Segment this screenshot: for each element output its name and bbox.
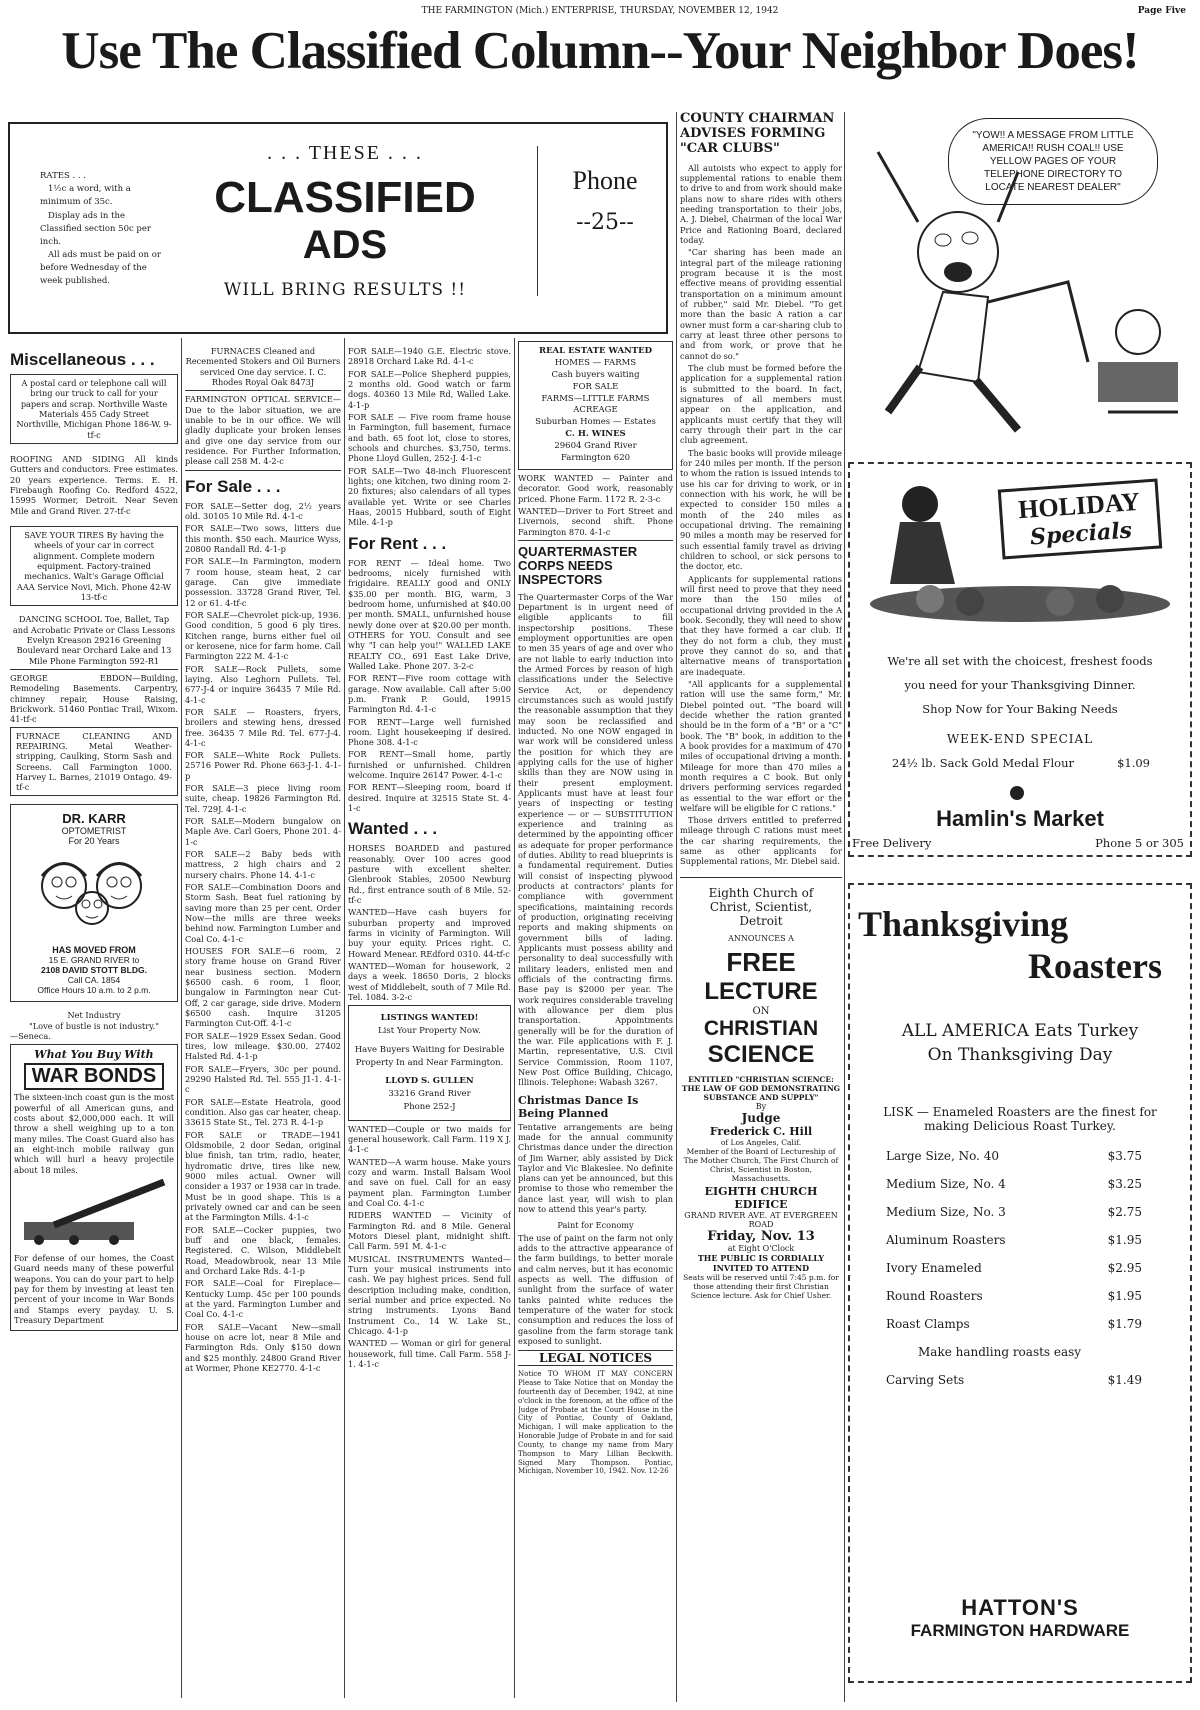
divider — [185, 470, 341, 471]
phone-number: --25-- — [576, 210, 634, 235]
quartermaster-article: The Quartermaster Corps of the War Department is in urgent need of eligible applicants to fill inspectorship positions. These employment opportunities are open to men 35 years of age and over who are not liable to early induction into the Armed Forces by reason of high classifications under the Selective Service Act, or dependency circumstances such as would justify the reasonable assumption that they may soon be reclassified and inducted. No one NOW engaged in war work will be considered unless the position for which they are applying calls for the use of higher skills than they are NOW using in their present employment. Applicants must have at least four years of inspecting or testing experience — or — SUBSTITUTION experience and training as determined by the appointing officer as adequate for proper performance of duties. Ability to read blueprints is a fundamental requirement. Duties will consist of inspecting plywood products at contractors' plants for compliance with government specifications, maintaining records of production, originating receiving reports and making shipments on government bills of lading. Applicants must possess ability and personality to deal successfully with military leaders, enlisted men and officials of the contracting firms. Base pay is $2000 per year. The work requires considerable traveling with allowance per diem plus transportation. Appointments generally will be for the duration of the war. File applications with F. J. Martin, representative, U.S. Civil Service Commission, Room 1107, New Post Office Building, Chicago, Illinois. Telephone: Wabash 3267. — [518, 591, 673, 1088]
lecturer-name: Frederick C. Hill — [709, 1124, 813, 1138]
legal-notice: Notice TO WHOM IT MAY CONCERN Please to Take Notice that on Monday the fourteenth day of December, 1942, at nine o'clock in the forenoon, at the office of the Judge of Probate at the Court House in the City of Pontiac, County of Oakland, Michigan, I will make application to the Honorable Judge of Probate in and for said County, to change my name from Mary Thompson to Mary Lillian Beckwith. Signed Mary Thompson. Pontiac, Michigan, November 10, 1942. Nov. 12-26 — [518, 1370, 673, 1476]
classified-center — [180, 142, 510, 300]
bonds-footer: For defense of our homes, the Coast Guard needs many of these powerful weapons. You can do your part to help pay for them by investing at least ten percent of your income in War Bonds and Stamps every payday. U. S. Treasury Department — [14, 1253, 174, 1326]
science-label: SCIENCE — [707, 1040, 815, 1068]
karr-from: 15 E. GRAND RIVER to — [48, 955, 140, 966]
real-estate-line: C. H. WINES — [565, 429, 626, 440]
classified-ad: FOR SALE—2 Baby beds with mattress, 2 high chairs and 2 nursery chairs. Phone 14. 4-1-c — [185, 849, 341, 880]
church-name-2: Christ, Scientist, — [709, 899, 813, 914]
real-estate-ad — [518, 341, 673, 470]
divider — [518, 540, 673, 541]
lecture-time: at Eight O'Clock — [727, 1243, 795, 1253]
divider — [185, 390, 341, 391]
paint-article: The use of paint on the farm not only adds to the attractive appearance of the farm buildings, to better morale and calm nerves, but it has economic aspects as well. The diffusion of sunlight from the surface of water tanks painted white reduces the temperature of the water for stock consumption and reduces the loss of gasoline from the farm storage tank exposed to sunlight. — [518, 1232, 673, 1347]
classified-ad: RIDERS WANTED — Vicinity of Farmington Rd. and 8 Mile. General Motors Diesel plant, midnight shift. Call Farm. 591 M. 4-1-c — [348, 1210, 511, 1252]
by-label: By — [755, 1101, 767, 1111]
classified-ad: FOR RENT — Ideal home. Two bedrooms, nicely furnished with frigidaire. REALLY good and ONLY $35.00 per month. BIG, warm, 3 bedroom home, unfurnished at $40.00 per month. SMALL, unfurnished house newly done over at $20.00 per month. OTHERS for YOU. Consult and see why "I can help you!" WALLED LAKE REALTY CO., 691 East Lake Drive, Walled Lake. Phone 207. 3-2-c — [348, 557, 511, 671]
church-edifice: EIGHTH CHURCH EDIFICE — [704, 1184, 818, 1211]
classified-ad: FURNACE CLEANING AND REPAIRING. Metal Weather-stripping, Caulking, Storm Sash and Screens. Call Farmington 1000. Harvey L. Barnes, 21019 Ontago. 49-tf-c — [10, 727, 178, 797]
flour-item: 24½ lb. Sack Gold Medal Flour — [892, 756, 1075, 770]
christian-science-ad — [680, 877, 842, 1300]
newspaper-dateline: THE FARMINGTON (Mich.) ENTERPRISE, THURSDAY, NOVEMBER 12, 1942 — [421, 6, 779, 16]
real-estate-line: Suburban Homes — Estates — [535, 417, 656, 428]
dance-article: Tentative arrangements are being made for the annual community Christmas dance under the direction of Jim Warner, ably assisted by Dick Taylor and Vic Blakeslee. No definite plans can yet be announced, but this promise to those who remember the dance last year, will wish to plan now to attend this year's party. — [518, 1121, 673, 1215]
hamlin-line-2: you need for your Thanksgiving Dinner. — [904, 678, 1136, 692]
classified-ad: FOR SALE — Roasters, fryers, broilers and stewing hens, dressed free. 36435 7 Mile Rd. Tel. 677-J-4. 4-1-c — [185, 706, 341, 748]
hatton-logo-sub: FARMINGTON HARDWARE — [910, 1621, 1130, 1640]
listings-line: List Your Property Now. — [378, 1026, 481, 1037]
column-5 — [680, 112, 842, 1704]
furnaces-ad: FURNACES Cleaned and Recemented Stokers and Oil Burners serviced One day service. I. C. Rhodes Royal Oak 8473J — [185, 346, 341, 387]
classified-ad: FOR SALE—Rock Pullets, some laying. Also Leghorn Pullets. Tel. 677-J-4 or inquire 36435 7 Mile Rd. 4-1-c — [185, 663, 341, 705]
classified-ad: FOR SALE—Two sows, litters due this month. $50 each. Maurice Wyss, 20800 Randall Rd. 4-1-p — [185, 523, 341, 554]
item-name: Carving Sets — [886, 1373, 965, 1387]
classified-ad: FOR SALE—Fryers, 30c per pound. 29290 Halsted Rd. Tel. 555 J1-1. 4-1-c — [185, 1063, 341, 1095]
price-row — [858, 1149, 1182, 1163]
seats-note: Seats will be reserved until 7:45 p.m. for those attending their first Christian Science lecture. Ask for Chief Usher. — [683, 1272, 839, 1300]
classified-ad: FOR SALE or TRADE—1941 Oldsmobile, 2 door Sedan, original blue finish, tan trim, radio, heater, hydromatic drive, tires like new, 9000 miles actual. Owner will consider a 1937 or 1938 car in trade. Must be in good shape. This is a privately owned car and can be seen at the Farmington Mills. 4-1-c — [185, 1129, 341, 1223]
column-rule — [181, 338, 182, 1698]
page-number: Page Five — [1137, 6, 1186, 16]
all-america-line: ALL AMERICA Eats Turkey — [901, 1021, 1139, 1041]
listings-line: 33216 Grand River — [388, 1089, 471, 1100]
filler-quote — [10, 1010, 178, 1041]
announces-label: ANNOUNCES A — [728, 933, 794, 943]
classified-ad: A postal card or telephone call will bring our truck to call for your papers and scrap. Northville Waste Materials 455 Cady Street Northville, Michigan Phone 186-W. 9-tf-c — [10, 374, 178, 444]
family-glasses-illustration — [24, 846, 164, 941]
quote-author: —Seneca. — [10, 1031, 51, 1042]
classified-ad: FOR SALE—Vacant New—small house on acre lot, near 8 Mile and Farmington Rds. Only $150 down and $25 monthly. 24800 Grand River at Wormer, Phone KE2770. 4-1-c — [185, 1321, 341, 1373]
item-name: Round Roasters — [886, 1289, 983, 1303]
specials-title: Specials — [1029, 517, 1133, 551]
weekend-special-label: WEEK-END SPECIAL — [946, 732, 1094, 746]
roasters-title: Roasters — [1028, 946, 1162, 986]
item-name: Large Size, No. 40 — [886, 1149, 999, 1163]
karr-to: 2108 DAVID STOTT BLDG. — [41, 965, 147, 976]
hamlins-market-ad — [848, 462, 1192, 857]
classified-ad: FOR RENT—Five room cottage with garage. Now available. Call after 5:00 p.m. Frank P. Gould, 19915 Farmington Rd. 4-1-c — [348, 673, 511, 715]
cartoon-man-illustration — [848, 112, 1192, 452]
listings-line: Phone 252-J — [403, 1101, 456, 1112]
paint-headline: Paint for Economy — [557, 1220, 634, 1231]
car-clubs-paragraph: "Car sharing has been made an integral part of the mileage rationing program because it is the most effective means of providing essential transportation on a minimum amount of rubber," said Mr. Diebel. "To get more than the basic A ration a car owner must form a car-sharing club to carry at least three other persons to and from work, or prove that he cannot do so." — [680, 247, 842, 361]
item-price: $3.25 — [1107, 1177, 1142, 1191]
lecture-date: Friday, Nov. 13 — [707, 1228, 815, 1244]
classified-ad: WANTED—A warm house. Make yours cozy and warm. Install Balsam Wool and save on fuel. Call for an easy payment plan. Farmington Lumber and Coal Co. 4-1-c — [348, 1156, 511, 1208]
item-name: Medium Size, No. 4 — [886, 1177, 1006, 1191]
hamlin-line-3: Shop Now for Your Baking Needs — [922, 702, 1118, 716]
listings-wanted-ad — [348, 1005, 511, 1120]
divider — [10, 669, 178, 670]
price-row — [858, 1317, 1182, 1331]
hamlin-delivery: Free Delivery — [852, 836, 932, 850]
phone-block — [550, 166, 660, 235]
bonds-title: WAR BONDS — [24, 1063, 164, 1090]
car-clubs-paragraph: The club must be formed before the application for a supplemental ration is submitted to the board. In fact, signatures of all members must appear on the application, and applicants must certify that they will carry through their part in the car club agreement. — [680, 363, 842, 446]
quote-title: Net Industry — [67, 1010, 121, 1021]
holiday-title: HOLIDAY — [1017, 486, 1141, 525]
classified-ad: FOR SALE — Five room frame house in Farmington, full basement, furnace and bath. 65 foot lot, close to stores, schools and churches. $3,750, terms. Phone Lloyd Gullen, 252-J. 4-1-c — [348, 411, 511, 464]
classified-ad: FOR RENT—Large well furnished room. Light housekeeping if desired. Phone 308. 4-1-c — [348, 716, 511, 748]
real-estate-line: FOR SALE — [572, 381, 619, 392]
quote-text: "Love of bustle is not industry." — [28, 1020, 160, 1031]
hamlin-phone: Phone 5 or 305 — [1095, 836, 1184, 850]
rates-line: Display ads in the Classified section 50c per inch. — [40, 210, 151, 247]
classified-ad: ROOFING AND SIDING All kinds Gutters and conductors. Free estimates. 20 years experience. Terms. E. H. Firebaugh Roofing Co. Redford 4522, 15995 Wormer, Detroit. Near Seven Mile and Grand River. 27-tf-c — [10, 453, 178, 516]
classified-ad: WANTED—Driver to Fort Street and Livernois, second shift. Phone Farmington 870. 4-1-c — [518, 505, 673, 537]
classified-ad: HOUSES FOR SALE—6 room, 2 story frame house on Grand River near business section. Modern $6500 cash. 6 room, 1 floor, bungalow in Farmington near Cut-Off, 2 car garage, side drive. Modern $6500 cash. Inquire 31205 Farmington Cut-Off. 4-1-c — [185, 946, 341, 1029]
listings-title: LISTINGS WANTED! — [380, 1013, 479, 1024]
lecturer-origin: of Los Angeles, Calif. — [720, 1137, 802, 1147]
classified-ad: FOR SALE—White Rock Pullets. 25716 Power Rd. Phone 663-J-1. 4-1-p — [185, 750, 341, 781]
price-row — [858, 1233, 1182, 1247]
bonds-top: What You Buy With — [34, 1048, 154, 1062]
item-price: $2.95 — [1107, 1261, 1142, 1275]
column-3 — [348, 344, 511, 1704]
price-row — [858, 1345, 1182, 1359]
car-clubs-paragraph: All autoists who expect to apply for supplemental rations to enable them to drive to and from work should make plans now to share rides with others needing transportation to their jobs, A. J. Diebel, Chairman of the local War Price and Rationing Board, declared today. — [680, 162, 842, 246]
item-name: Medium Size, No. 3 — [886, 1205, 1006, 1219]
price-row — [858, 1177, 1182, 1191]
speech-bubble: "YOW!! A MESSAGE FROM LITTLE AMERICA!! RUSH COAL!! USE YELLOW PAGES OF YOUR TELEPHONE DIRECTORY TO LOCATE NEAREST DEALER" — [948, 118, 1158, 205]
column-rule — [514, 338, 515, 1698]
classified-ad: FOR SALE—Modern bungalow on Maple Ave. Carl Goers, Phone 201. 4-1-c — [185, 816, 341, 847]
flour-price: $1.09 — [1117, 756, 1150, 770]
car-clubs-paragraph: The basic books will provide mileage for 240 miles per month. If the person to whom the ration is issued intends to use his car for driving to work, or in connection with his work, he will be expected to consider 150 miles a month of the 240 miles as occupational driving. The remaining 90 miles a month may be reserved for such essential family travel as driving children to school, or sick persons to the doctor, etc. — [680, 447, 842, 572]
classified-ad: FOR SALE—1940 G.E. Electric stove. 28918 Orchard Lake Rd. 4-1-c — [348, 346, 511, 367]
rates-line: 1½c a word, with a minimum of 35c. — [40, 184, 131, 208]
on-label: ON — [752, 1005, 770, 1017]
miscellaneous-heading: Miscellaneous . . . — [10, 350, 155, 369]
real-estate-line: Farmington 620 — [560, 453, 631, 464]
item-price: $1.95 — [1107, 1233, 1142, 1247]
optical-ad: FARMINGTON OPTICAL SERVICE—Due to the labor situation, we are unable to be in our office. We will gladly duplicate your broken lenses and give one day service from our residence. For Further Information, please call 258 M. 4-2-c — [185, 394, 341, 467]
classified-ad: WANTED—Woman for housework, 2 days a week. 18650 Doris, 2 blocks west of Middlebelt, south of 7 Mile Rd. Tel. 1084. 3-2-c — [348, 961, 511, 1003]
hatton-logo-name: HATTON'S — [961, 1595, 1079, 1620]
karr-phone: Call CA. 1854 — [67, 975, 121, 986]
rates-title: RATES . . . — [40, 171, 86, 181]
page-header — [0, 6, 1200, 22]
classified-ad: FOR SALE—Chevrolet pick-up, 1936. Good condition, 5 good 6 ply tires. Kitchen range, burns either fuel oil or kerosene, nice for farm home. Call Farmington 222 M. 4-1-c — [185, 609, 341, 662]
real-estate-line: Cash buyers waiting — [551, 369, 640, 380]
item-price: $1.95 — [1107, 1289, 1142, 1303]
judge-label: Judge — [741, 1110, 781, 1125]
classified-ad: GEORGE EBDON—Building, Remodeling Basements. Carpentry, chimney repair, House Raising, Brickwork. 51460 Pontiac Trail, Wixom. 41-tf-c — [10, 672, 178, 725]
pilgrim-cornucopia-illustration — [860, 464, 1180, 624]
ads-title: ADS — [302, 223, 388, 267]
bonds-body: The sixteen-inch coast gun is the most powerful of all American guns, and costs about $2,000,000 each. It will throw a shell weighing up to a ton many miles. The Coast Guard also has an eight-inch mobile railway gun which will hurl a heavy projectile about 18 miles. — [14, 1092, 174, 1175]
car-clubs-paragraph: "All applicants for a supplemental ration will use the same form," Mr. Diebel pointed out. "The board will decide whether the ration granted should be in the form of a "B" or a "C" book. The "B" book, in addition to the A book provides for a maximum of 470 miles of occupational driving a month. Mileage for more than 470 miles a month requires a C book. But only drivers performing services regarded as essential to the war effort or the welfare will be eligible for C rations." — [680, 678, 842, 813]
column-rule — [676, 112, 677, 1702]
real-estate-line: ACREAGE — [573, 405, 618, 416]
price-row — [858, 1289, 1182, 1303]
car-clubs-paragraph: Those drivers entitled to preferred mileage through C rations must meet the car sharing requirements, the same as other applicants for Supplemental rations, Mr. Diebel said. — [680, 815, 842, 867]
results-line: WILL BRING RESULTS !! — [223, 280, 467, 300]
for-sale-heading: For Sale . . . — [185, 476, 281, 496]
classified-ad: FOR SALE—Police Shepherd puppies, 2 months old. Good watch or farm dogs. 40360 13 Mile Rd, Walled Lake. 4-1-p — [348, 368, 511, 410]
phone-box-divider — [537, 146, 538, 296]
lecture-title: ENTITLED "CHRISTIAN SCIENCE: THE LAW OF GOD DEMONSTRATING SUBSTANCE AND SUPPLY" — [681, 1074, 841, 1102]
listings-line: Have Buyers Waiting for Desirable Property In and Near Farmington. — [354, 1044, 505, 1068]
column-6 — [848, 112, 1192, 1704]
karr-hours: Office Hours 10 a.m. to 2 p.m. — [37, 985, 151, 996]
item-name: Roast Clamps — [886, 1317, 970, 1331]
item-price: $1.79 — [1107, 1317, 1142, 1331]
classified-ad: FOR SALE—Estate Heatrola, good condition. Also gas car heater, cheap. 33615 State St., Tel. 273 R. 4-1-p — [185, 1096, 341, 1128]
hatton-hardware-ad — [848, 883, 1192, 1683]
price-row — [858, 1205, 1182, 1219]
column-1 — [10, 344, 178, 1704]
real-estate-line: FARMS—LITTLE FARMS — [541, 393, 650, 404]
lisk-description: LISK — Enameled Roasters are the finest for making Delicious Roast Turkey. — [883, 1105, 1157, 1133]
hatton-logo — [850, 1595, 1190, 1641]
karr-years: For 20 Years — [68, 836, 120, 847]
coal-cartoon-ad — [848, 112, 1192, 452]
page-banner: Use The Classified Column--Your Neighbor Does! — [61, 22, 1139, 80]
classified-ad: FOR SALE—Two 48-inch Fluorescent lights; one kitchen, two dining room 2-20 fixtures; also calendars of all types available yet. Write or see Charles Haas, 20015 Hubbard, south of Eight Mile. 4-1-p — [348, 465, 511, 528]
column-2 — [185, 344, 341, 1704]
christian-label: CHRISTIAN — [703, 1016, 819, 1040]
car-clubs-headline: COUNTY CHAIRMAN ADVISES FORMING "CAR CLUBS" — [680, 112, 835, 156]
classified-ad: FOR SALE—3 piece living room suite, cheap. 19826 Farmington Rd. Tel. 729J. 4-1-c — [185, 783, 341, 814]
real-estate-line: HOMES — FARMS — [554, 357, 637, 368]
karr-moved: HAS MOVED FROM — [52, 945, 136, 956]
karr-name: DR. KARR — [62, 811, 126, 827]
item-name: Make handling roasts easy — [918, 1345, 1082, 1359]
classified-title: CLASSIFIED — [214, 173, 476, 222]
car-clubs-paragraph: Applicants for supplemental rations will first need to prove that they need more than the 150 miles of occupational driving provided in the A book. Secondly, they will need to show that they have formed a car club. If they do not form a club, they must prove they cannot do so, and that alternative means of transportation are inadequate. — [680, 573, 842, 677]
classified-ad: MUSICAL INSTRUMENTS Wanted—Turn your musical instruments into cash. We pay highest prices. Send full description including make, condition, serial number and price expected. No string instruments. Lyons Band Instrument Co., 14 W. Lake St., Chicago. 4-1-p — [348, 1253, 511, 1336]
karr-title: OPTOMETRIST — [61, 826, 127, 837]
classified-box — [8, 122, 668, 334]
classified-ad: HORSES BOARDED and pastured reasonably. Over 100 acres good pasture with excellent shelter. Glenbrook Stables, 20500 Newburg Rd., first entrance south of 8 Mile. 52-tf-c — [348, 843, 511, 906]
church-address: GRAND RIVER AVE. AT EVERGREEN ROAD — [684, 1210, 838, 1229]
dance-headline: Christmas Dance Is Being Planned — [518, 1093, 639, 1120]
item-price: $2.75 — [1107, 1205, 1142, 1219]
classified-ad: FOR SALE—Combination Doors and Storm Sash. Beat fuel rationing by saving more than 25 per cent. Order Now—the mills are three weeks behind now. Farmington Lumber and Coal Co. 4-1-c — [185, 882, 341, 944]
hamlin-line-1: We're all set with the choicest, freshest foods — [887, 654, 1153, 668]
column-rule — [844, 112, 845, 1702]
classified-ad: DANCING SCHOOL Toe, Ballet, Tap and Acrobatic Private or Class Lessons Evelyn Kreason 29216 Greening Boulevard near Orchard Lake and 13 Mile Phone Farmington 592-R1 — [12, 614, 176, 666]
hamlin-emblem-icon — [1010, 786, 1024, 800]
church-name-3: Detroit — [739, 913, 783, 928]
column-4 — [518, 338, 673, 1704]
thanksgiving-title: Thanksgiving — [858, 904, 1069, 944]
classified-ad: FOR RENT—Sleeping room, board if desired. Inquire at 32515 State St. 4-1-c — [348, 782, 511, 814]
column-rule — [344, 338, 345, 1698]
classified-ad: FOR SALE—1929 Essex Sedan. Good tires, low mileage. $30.00. 27402 Halsted Rd. 4-1-p — [185, 1030, 341, 1062]
listings-line: LLOYD S. GULLEN — [385, 1076, 474, 1087]
rates-block — [40, 170, 168, 289]
lecturer-member: Member of the Board of Lectureship of The Mother Church, The First Church of Christ, Scientist in Boston, Massachusetts. — [683, 1146, 839, 1183]
real-estate-line: 29604 Grand River — [554, 441, 637, 452]
war-bonds-ad — [10, 1044, 178, 1331]
hamlin-market-name: Hamlin's Market — [936, 806, 1104, 831]
classified-ad: FOR SALE—Coal for Fireplace—Kentucky Lump. 45c per 100 pounds at the yard. Farmington Lumber and Coal Co. 4-1-c — [185, 1278, 341, 1320]
classified-ad: WANTED—Have cash buyers for suburban property and improved farms in vicinity of Farmington. Will buy your equity. Prices right. C. Howard Menear. REdford 0310. 44-tf-c — [348, 907, 511, 959]
rates-line: All ads must be paid on or before Wednesday of the week published. — [40, 250, 161, 287]
classified-ad: WANTED — Woman or girl for general housework, full time. Call Farm. 558 J-1. 4-1-c — [348, 1338, 511, 1369]
classified-ad: SAVE YOUR TIRES By having the wheels of your car in correct alignment. Complete modern equipment. Factory-trained mechanics. Walt's Garage Official AAA Service Novi, Mich. Phone 42-W 13-tf-c — [10, 526, 178, 606]
phone-label: Phone — [572, 166, 638, 195]
thanksgiving-day-line: On Thanksgiving Day — [927, 1045, 1113, 1065]
for-rent-heading: For Rent . . . — [348, 533, 447, 553]
public-invited: THE PUBLIC IS CORDIALLY INVITED TO ATTEND — [697, 1252, 825, 1273]
dr-karr-ad — [10, 804, 178, 1002]
price-row — [858, 1373, 1182, 1387]
quartermaster-headline: QUARTERMASTER CORPS NEEDS INSPECTORS — [518, 543, 638, 588]
price-row — [858, 1261, 1182, 1275]
item-name: Aluminum Roasters — [886, 1233, 1006, 1247]
church-name-1: Eighth Church of — [708, 885, 814, 900]
item-price: $3.75 — [1107, 1149, 1142, 1163]
classified-ad: FOR SALE—Cocker puppies, two buff and one black, females. Registered. C. Wilson, Middlebelt Road, Meadowbrook, near 13 Mile and Orchard Lake Rds. 4-1-p — [185, 1224, 341, 1276]
item-price: $1.49 — [1107, 1373, 1142, 1387]
free-label: FREE — [726, 946, 796, 977]
real-estate-title: REAL ESTATE WANTED — [539, 346, 652, 356]
item-name: Ivory Enameled — [886, 1261, 982, 1275]
classified-ad: FOR SALE—In Farmington, modern 7 room house, steam heat, 2 car garage. Can give immediate possession. 33728 Grand River, Tel. 12 or 61. 4-tf-c — [185, 556, 341, 608]
wanted-heading: Wanted . . . — [348, 819, 438, 839]
classified-ad: WORK WANTED — Painter and decorator. Good work, reasonably priced. Phone Farm. 1172 R. 2-3-c — [518, 472, 673, 504]
coast-gun-illustration — [14, 1177, 172, 1247]
classified-ad: WANTED—Couple or two maids for general housework. Call Farm. 119 X J. 4-1-c — [348, 1123, 511, 1155]
these-label: . . . THESE . . . — [267, 142, 423, 164]
lecture-label: LECTURE — [704, 977, 818, 1005]
legal-notices-heading: LEGAL NOTICES — [518, 1350, 673, 1366]
classified-ad: FOR SALE—Setter dog, 2½ years old. 30105 10 Mile Rd. 4-1-c — [185, 500, 341, 521]
classified-ad: FOR RENT—Small home, partly furnished or unfurnished. Children welcome. Inquire 26147 Power. 4-1-c — [348, 749, 511, 781]
